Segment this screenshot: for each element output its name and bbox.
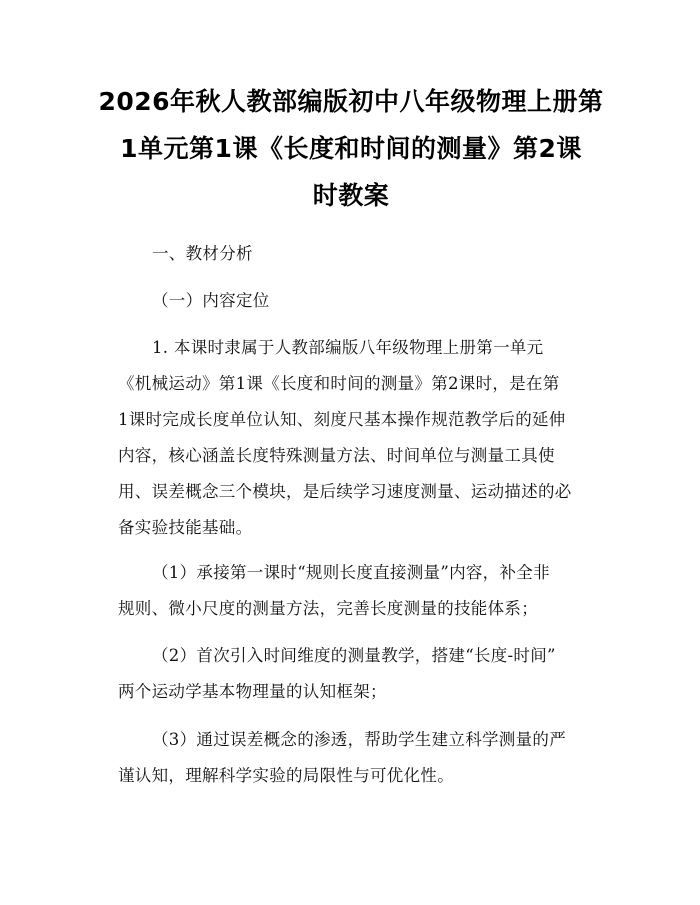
section-heading: [118, 236, 588, 272]
section-heading-text: 一、教材分析: [152, 244, 253, 263]
title-line: 时教案: [312, 181, 390, 210]
title-line: 1单元第1课《长度和时间的测量》第2课: [120, 134, 582, 163]
paragraph-point-1: [118, 555, 588, 627]
paragraph-line: 两个运动学基本物理量的认知框架；: [118, 682, 387, 701]
paragraph-line: 1课时完成长度单位认知、刻度尺基本操作规范教学后的延伸: [118, 410, 566, 429]
paragraph-line: 《机械运动》第1课《长度和时间的测量》第2课时，是在第: [118, 374, 560, 393]
paragraph-line: （1）承接第一课时“规则长度直接测量”内容，补全非: [152, 563, 550, 582]
paragraph-point-3: [118, 722, 588, 794]
paragraph-line: （3）通过误差概念的渗透，帮助学生建立科学测量的严: [152, 730, 566, 749]
paragraph-point-2: [118, 638, 588, 710]
title-line: 2026年秋人教部编版初中八年级物理上册第: [98, 87, 604, 116]
subsection-heading: [118, 283, 588, 319]
paragraph-line: 备实验技能基础。: [118, 518, 253, 537]
paragraph-line: 内容，核心涵盖长度特殊测量方法、时间单位与测量工具使: [118, 446, 555, 465]
paragraph-line: 谨认知，理解科学实验的局限性与可优化性。: [118, 766, 454, 785]
paragraph-content-positioning: [118, 330, 588, 546]
paragraph-line: （2）首次引入时间维度的测量教学，搭建“长度-时间”: [152, 646, 556, 665]
paragraph-line: 规则、微小尺度的测量方法，完善长度测量的技能体系；: [118, 599, 538, 618]
subsection-heading-text: （一）内容定位: [152, 291, 270, 310]
paragraph-line: 1. 本课时隶属于人教部编版八年级物理上册第一单元: [152, 338, 544, 357]
paragraph-line: 用、误差概念三个模块，是后续学习速度测量、运动描述的必: [118, 482, 572, 501]
document-title: [96, 78, 606, 219]
